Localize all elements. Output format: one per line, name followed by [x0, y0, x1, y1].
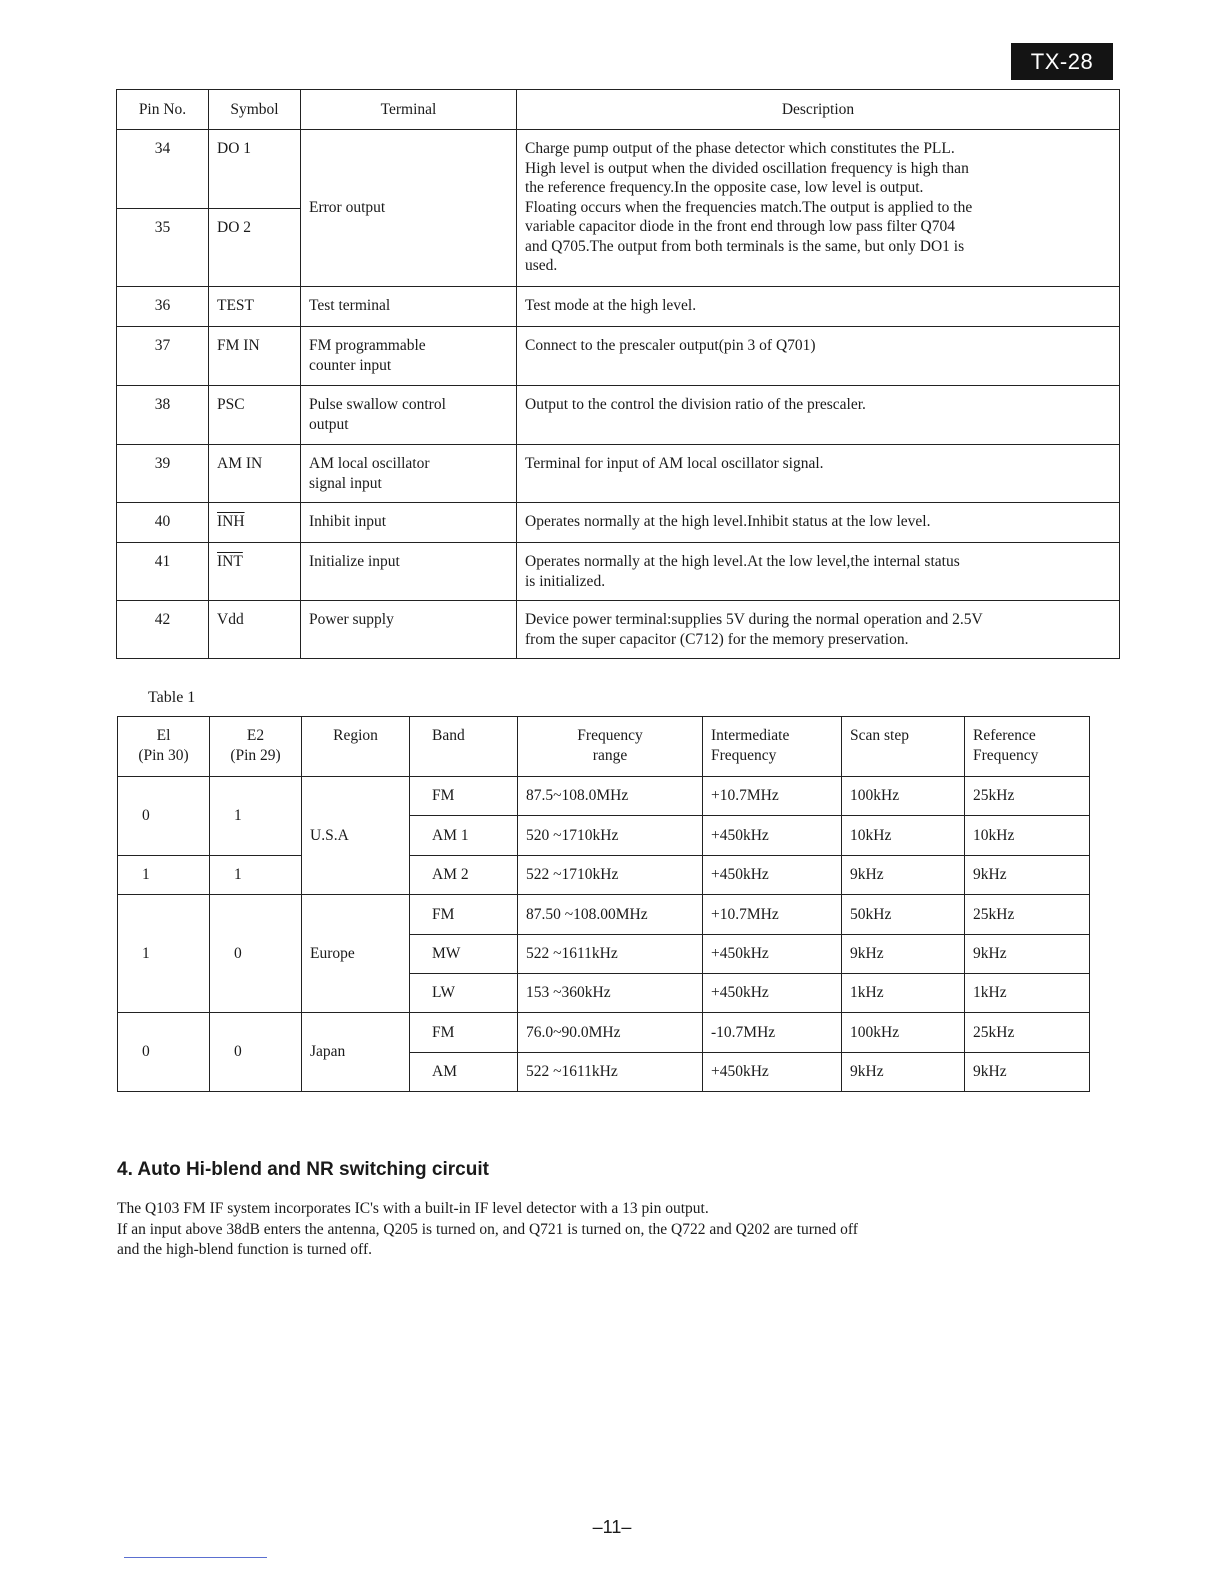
- scan-step-value: 100kHz: [842, 1013, 965, 1052]
- table-row: [117, 287, 1120, 327]
- frequency-range-value: 87.5~108.0MHz: [518, 777, 703, 816]
- reference-frequency-value: 25kHz: [965, 777, 1090, 816]
- table-header-row: [118, 717, 1090, 777]
- reference-frequency-value: 1kHz: [965, 973, 1090, 1012]
- description-line: variable capacitor diode in the front end through low pass filter Q704: [525, 218, 955, 235]
- header-line: range: [592, 746, 628, 764]
- frequency-range-value: 76.0~90.0MHz: [518, 1013, 703, 1052]
- scan-step-value: 50kHz: [842, 895, 965, 934]
- pin-terminal: Test terminal: [301, 287, 517, 327]
- table-row: [118, 777, 1090, 816]
- pin-number: 42: [117, 601, 209, 659]
- intermediate-frequency-value: +450kHz: [703, 1052, 842, 1091]
- pin-description: [517, 601, 1120, 659]
- description-line: Operates normally at the high level.At the low level,the internal status: [525, 553, 960, 570]
- table-caption: Table 1: [148, 689, 196, 706]
- table-row: [117, 445, 1120, 503]
- pin-description: [517, 130, 1120, 287]
- table-row: [118, 855, 1090, 894]
- scan-step-value: 100kHz: [842, 777, 965, 816]
- header-line: El: [156, 727, 171, 744]
- band-value: FM: [410, 777, 518, 816]
- pin-symbol: AM IN: [209, 445, 301, 503]
- intermediate-frequency-value: +450kHz: [703, 973, 842, 1012]
- header-line: Frequency: [577, 727, 643, 744]
- band-value: FM: [410, 895, 518, 934]
- table-row: [117, 601, 1120, 659]
- body-line: and the high-blend function is turned off.: [117, 1241, 372, 1258]
- e2-value: 0: [210, 1013, 302, 1092]
- section-body: [117, 1199, 1077, 1261]
- pin-terminal: [301, 445, 517, 503]
- intermediate-frequency-value: -10.7MHz: [703, 1013, 842, 1052]
- pin-number: 41: [117, 543, 209, 601]
- intermediate-frequency-value: +450kHz: [703, 934, 842, 973]
- band-value: FM: [410, 1013, 518, 1052]
- band-value: AM: [410, 1052, 518, 1091]
- description-line: Floating occurs when the frequencies match.The output is applied to the: [525, 198, 973, 216]
- symbol-text: $\overline{INT}$: [217, 553, 243, 570]
- description-line: from the super capacitor (C712) for the memory preservation.: [525, 630, 909, 648]
- header-line: Frequency: [973, 746, 1039, 764]
- description-line: used.: [525, 257, 558, 274]
- e1-value: 1: [118, 855, 210, 894]
- pin-symbol: DO 2: [209, 209, 301, 287]
- band-frequency-table: [117, 716, 1090, 1092]
- reference-frequency-value: 9kHz: [965, 1052, 1090, 1091]
- band-value: AM 1: [410, 816, 518, 855]
- section-title: 4. Auto Hi-blend and NR switching circuit: [117, 1159, 489, 1180]
- description-line: Charge pump output of the phase detector which constitutes the PLL.: [525, 140, 955, 157]
- pin-symbol: FM IN: [209, 327, 301, 386]
- column-header-e1: [118, 717, 210, 777]
- header-line: Intermediate: [711, 727, 790, 744]
- column-header-band: Band: [410, 717, 518, 777]
- description-line: the reference frequency.In the opposite case, low level is output.: [525, 179, 924, 196]
- pin-number: 38: [117, 386, 209, 445]
- body-line: If an input above 38dB enters the antenna, Q205 is turned on, and Q721 is turned on, the Q722 and Q202 are turned off: [117, 1220, 858, 1238]
- column-header-scan-step: Scan step: [842, 717, 965, 777]
- band-value: MW: [410, 934, 518, 973]
- pin-symbol: [209, 543, 301, 601]
- e1-value: 0: [118, 1013, 210, 1092]
- frequency-range-value: 522 ~1611kHz: [518, 934, 703, 973]
- table-row: [117, 503, 1120, 543]
- region-value: Europe: [302, 895, 410, 1013]
- pin-terminal: [301, 386, 517, 445]
- pin-terminal: [301, 327, 517, 386]
- terminal-line: FM programmable: [309, 337, 426, 354]
- body-line: The Q103 FM IF system incorporates IC's with a built-in IF level detector with a 13 pin output.: [117, 1200, 709, 1217]
- e1-value: 0: [118, 777, 210, 856]
- pin-symbol: DO 1: [209, 130, 301, 209]
- column-header-reference-frequency: [965, 717, 1090, 777]
- region-value: Japan: [302, 1013, 410, 1092]
- column-header: Terminal: [301, 90, 517, 130]
- intermediate-frequency-value: +450kHz: [703, 816, 842, 855]
- e1-value: 1: [118, 895, 210, 1013]
- header-line: E2: [246, 727, 265, 744]
- model-badge: TX-28: [1011, 43, 1113, 80]
- pin-symbol: Vdd: [209, 601, 301, 659]
- table-row: [117, 543, 1120, 601]
- band-value: AM 2: [410, 855, 518, 894]
- pin-number: 40: [117, 503, 209, 543]
- pin-number: 37: [117, 327, 209, 386]
- pin-symbol: TEST: [209, 287, 301, 327]
- pin-terminal: Initialize input: [301, 543, 517, 601]
- table-header-row: [117, 90, 1120, 130]
- frequency-range-value: 153 ~360kHz: [518, 973, 703, 1012]
- pin-description: Operates normally at the high level.Inhibit status at the low level.: [517, 503, 1120, 543]
- pin-description: Terminal for input of AM local oscillator signal.: [517, 445, 1120, 503]
- description-line: High level is output when the divided oscillation frequency is high than: [525, 159, 969, 177]
- pin-terminal: Power supply: [301, 601, 517, 659]
- reference-frequency-value: 9kHz: [965, 934, 1090, 973]
- pin-number: 36: [117, 287, 209, 327]
- description-line: is initialized.: [525, 572, 606, 590]
- column-header-frequency-range: [518, 717, 703, 777]
- pin-description: Output to the control the division ratio of the prescaler.: [517, 386, 1120, 445]
- pin-symbol: [209, 503, 301, 543]
- terminal-line: signal input: [309, 474, 382, 492]
- frequency-range-value: 522 ~1611kHz: [518, 1052, 703, 1091]
- pin-description: [517, 543, 1120, 601]
- symbol-text: $\overline{INH}$: [217, 513, 245, 530]
- table-row: [117, 327, 1120, 386]
- intermediate-frequency-value: +450kHz: [703, 855, 842, 894]
- column-header-e2: [210, 717, 302, 777]
- terminal-line: AM local oscillator: [309, 455, 430, 472]
- table-row: [117, 130, 1120, 209]
- pin-symbol: PSC: [209, 386, 301, 445]
- scan-step-value: 9kHz: [842, 934, 965, 973]
- scan-step-value: 9kHz: [842, 1052, 965, 1091]
- header-line: Reference: [973, 727, 1036, 744]
- description-line: and Q705.The output from both terminals is the same, but only DO1 is: [525, 237, 965, 255]
- frequency-range-value: 87.50 ~108.00MHz: [518, 895, 703, 934]
- scan-step-value: 9kHz: [842, 855, 965, 894]
- frequency-range-value: 520 ~1710kHz: [518, 816, 703, 855]
- pin-description-table: [116, 89, 1120, 659]
- table-row: [117, 386, 1120, 445]
- header-line: (Pin 29): [230, 746, 281, 764]
- e2-value: 0: [210, 895, 302, 1013]
- column-header-intermediate-frequency: [703, 717, 842, 777]
- pin-terminal: Error output: [301, 130, 517, 287]
- intermediate-frequency-value: +10.7MHz: [703, 895, 842, 934]
- pin-description: Connect to the prescaler output(pin 3 of Q701): [517, 327, 1120, 386]
- band-value: LW: [410, 973, 518, 1012]
- column-header-region: Region: [302, 717, 410, 777]
- table-row: [118, 1013, 1090, 1052]
- pin-terminal: Inhibit input: [301, 503, 517, 543]
- terminal-line: counter input: [309, 356, 392, 374]
- terminal-line: Pulse swallow control: [309, 396, 446, 413]
- header-line: (Pin 30): [138, 746, 189, 764]
- reference-frequency-value: 10kHz: [965, 816, 1090, 855]
- pin-number: 35: [117, 209, 209, 287]
- column-header: Pin No.: [117, 90, 209, 130]
- reference-frequency-value: 9kHz: [965, 855, 1090, 894]
- column-header: Symbol: [209, 90, 301, 130]
- region-value: U.S.A: [302, 777, 410, 895]
- header-line: Frequency: [711, 746, 777, 764]
- page-number: –11–: [592, 1517, 632, 1537]
- pin-description: Test mode at the high level.: [517, 287, 1120, 327]
- description-line: Device power terminal:supplies 5V during the normal operation and 2.5V: [525, 611, 983, 628]
- intermediate-frequency-value: +10.7MHz: [703, 777, 842, 816]
- terminal-line: output: [309, 415, 349, 433]
- frequency-range-value: 522 ~1710kHz: [518, 855, 703, 894]
- table-row: [118, 895, 1090, 934]
- e2-value: 1: [210, 855, 302, 894]
- reference-frequency-value: 25kHz: [965, 1013, 1090, 1052]
- pin-number: 34: [117, 130, 209, 209]
- scan-step-value: 1kHz: [842, 973, 965, 1012]
- e2-value: 1: [210, 777, 302, 856]
- pin-number: 39: [117, 445, 209, 503]
- scan-step-value: 10kHz: [842, 816, 965, 855]
- footer-rule: [124, 1557, 267, 1558]
- reference-frequency-value: 25kHz: [965, 895, 1090, 934]
- column-header: Description: [517, 90, 1120, 130]
